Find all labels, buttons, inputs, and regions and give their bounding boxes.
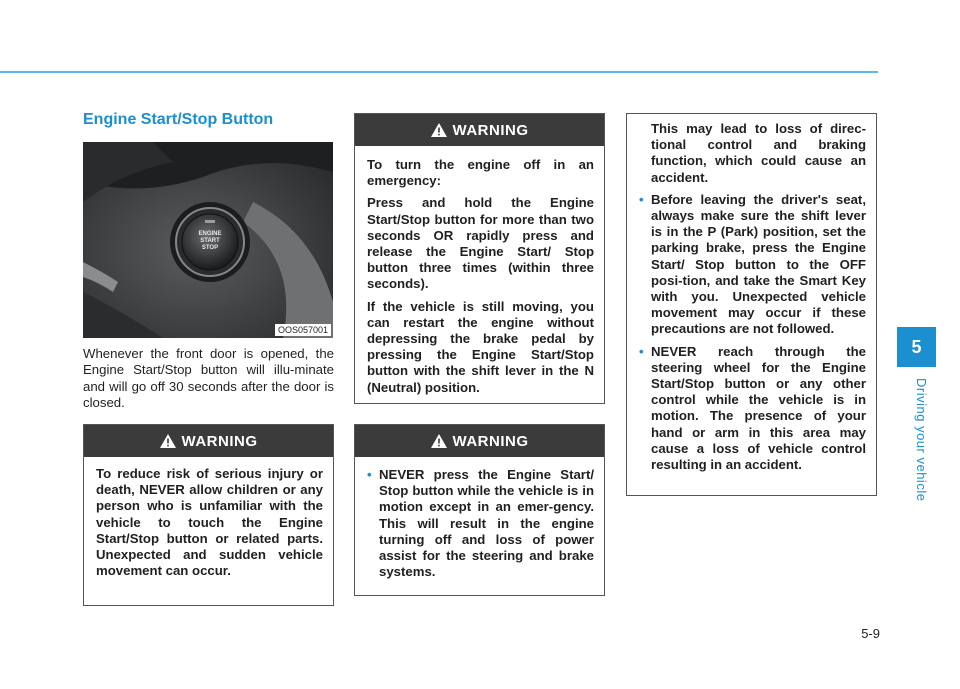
chapter-number-tab: 5 xyxy=(897,327,936,367)
warning-bullet: • NEVER press the Engine Start/ Stop button while the vehicle is in motion except in an emer-gency. This will result in the engine turning off and loss of power assist for the steering and brake systems. xyxy=(367,467,594,580)
warning-triangle-icon xyxy=(431,434,447,448)
warning-header xyxy=(355,114,604,146)
continuation-bullet: • Before leaving the driver's seat, always make sure the shift lever is in the P (Park) position, set the parking brake, press the Engine Start/ Stop button to the OFF posi-tion, and take the Smart Key with you. Unexpected vehicle movement may occur if these precautions are not followed. xyxy=(639,192,866,338)
warning-title: WARNING xyxy=(452,121,529,139)
warning-header xyxy=(355,425,604,457)
warning-continuation-box xyxy=(626,113,877,496)
button-label-line-1: ENGINE xyxy=(198,231,222,237)
button-label-line-3: STOP xyxy=(201,245,219,251)
warning-title: WARNING xyxy=(181,432,258,450)
continuation-bullet: • NEVER reach through the steering wheel for the Engine Start/Stop button or any other control while the vehicle is in motion. The presence of your hand or arm in this area may cause a loss of vehicle control resulting in an accident. xyxy=(639,344,866,474)
button-label-line-2: START xyxy=(200,238,220,244)
header-rule xyxy=(0,71,878,73)
warning-paragraph: Press and hold the Engine Start/Stop button for more than two seconds OR rapidly press and release the Engine Start/ Stop button three times (within three seconds). xyxy=(367,195,594,292)
warning-triangle-icon xyxy=(431,123,447,137)
dashboard-illustration xyxy=(83,142,333,338)
warning-box-motion xyxy=(354,424,605,596)
warning-box-emergency-stop xyxy=(354,113,605,404)
warning-title: WARNING xyxy=(452,432,529,450)
body-paragraph: Whenever the front door is opened, the Engine Start/Stop button will illu-minate and will go off 30 seconds after the door is closed. xyxy=(83,346,334,410)
page-number: 5-9 xyxy=(861,626,880,641)
engine-start-button-photo xyxy=(83,142,333,338)
warning-triangle-icon xyxy=(160,434,176,448)
continuation-intro: This may lead to loss of direc-tional control and braking function, which could cause an accident. xyxy=(651,121,866,185)
warning-paragraph: To turn the engine off in an emergency: xyxy=(367,157,594,189)
warning-header xyxy=(84,425,333,457)
section-title: Engine Start/Stop Button xyxy=(83,111,274,128)
chapter-title: Driving your vehicle xyxy=(914,378,929,502)
warning-text: To reduce risk of serious injury or death, NEVER allow children or any person who is unfamiliar with the vehicle to touch the Engine Start/Stop button or related parts. Unexpected and sudden vehicle movement can occur. xyxy=(96,466,323,579)
photo-code: OOS057001 xyxy=(275,324,331,336)
warning-paragraph: If the vehicle is still moving, you can restart the engine without depressing the brake pedal by pressing the Engine Start/Stop button with the shift lever in the N (Neutral) position. xyxy=(367,298,594,395)
warning-box-children xyxy=(83,424,334,606)
